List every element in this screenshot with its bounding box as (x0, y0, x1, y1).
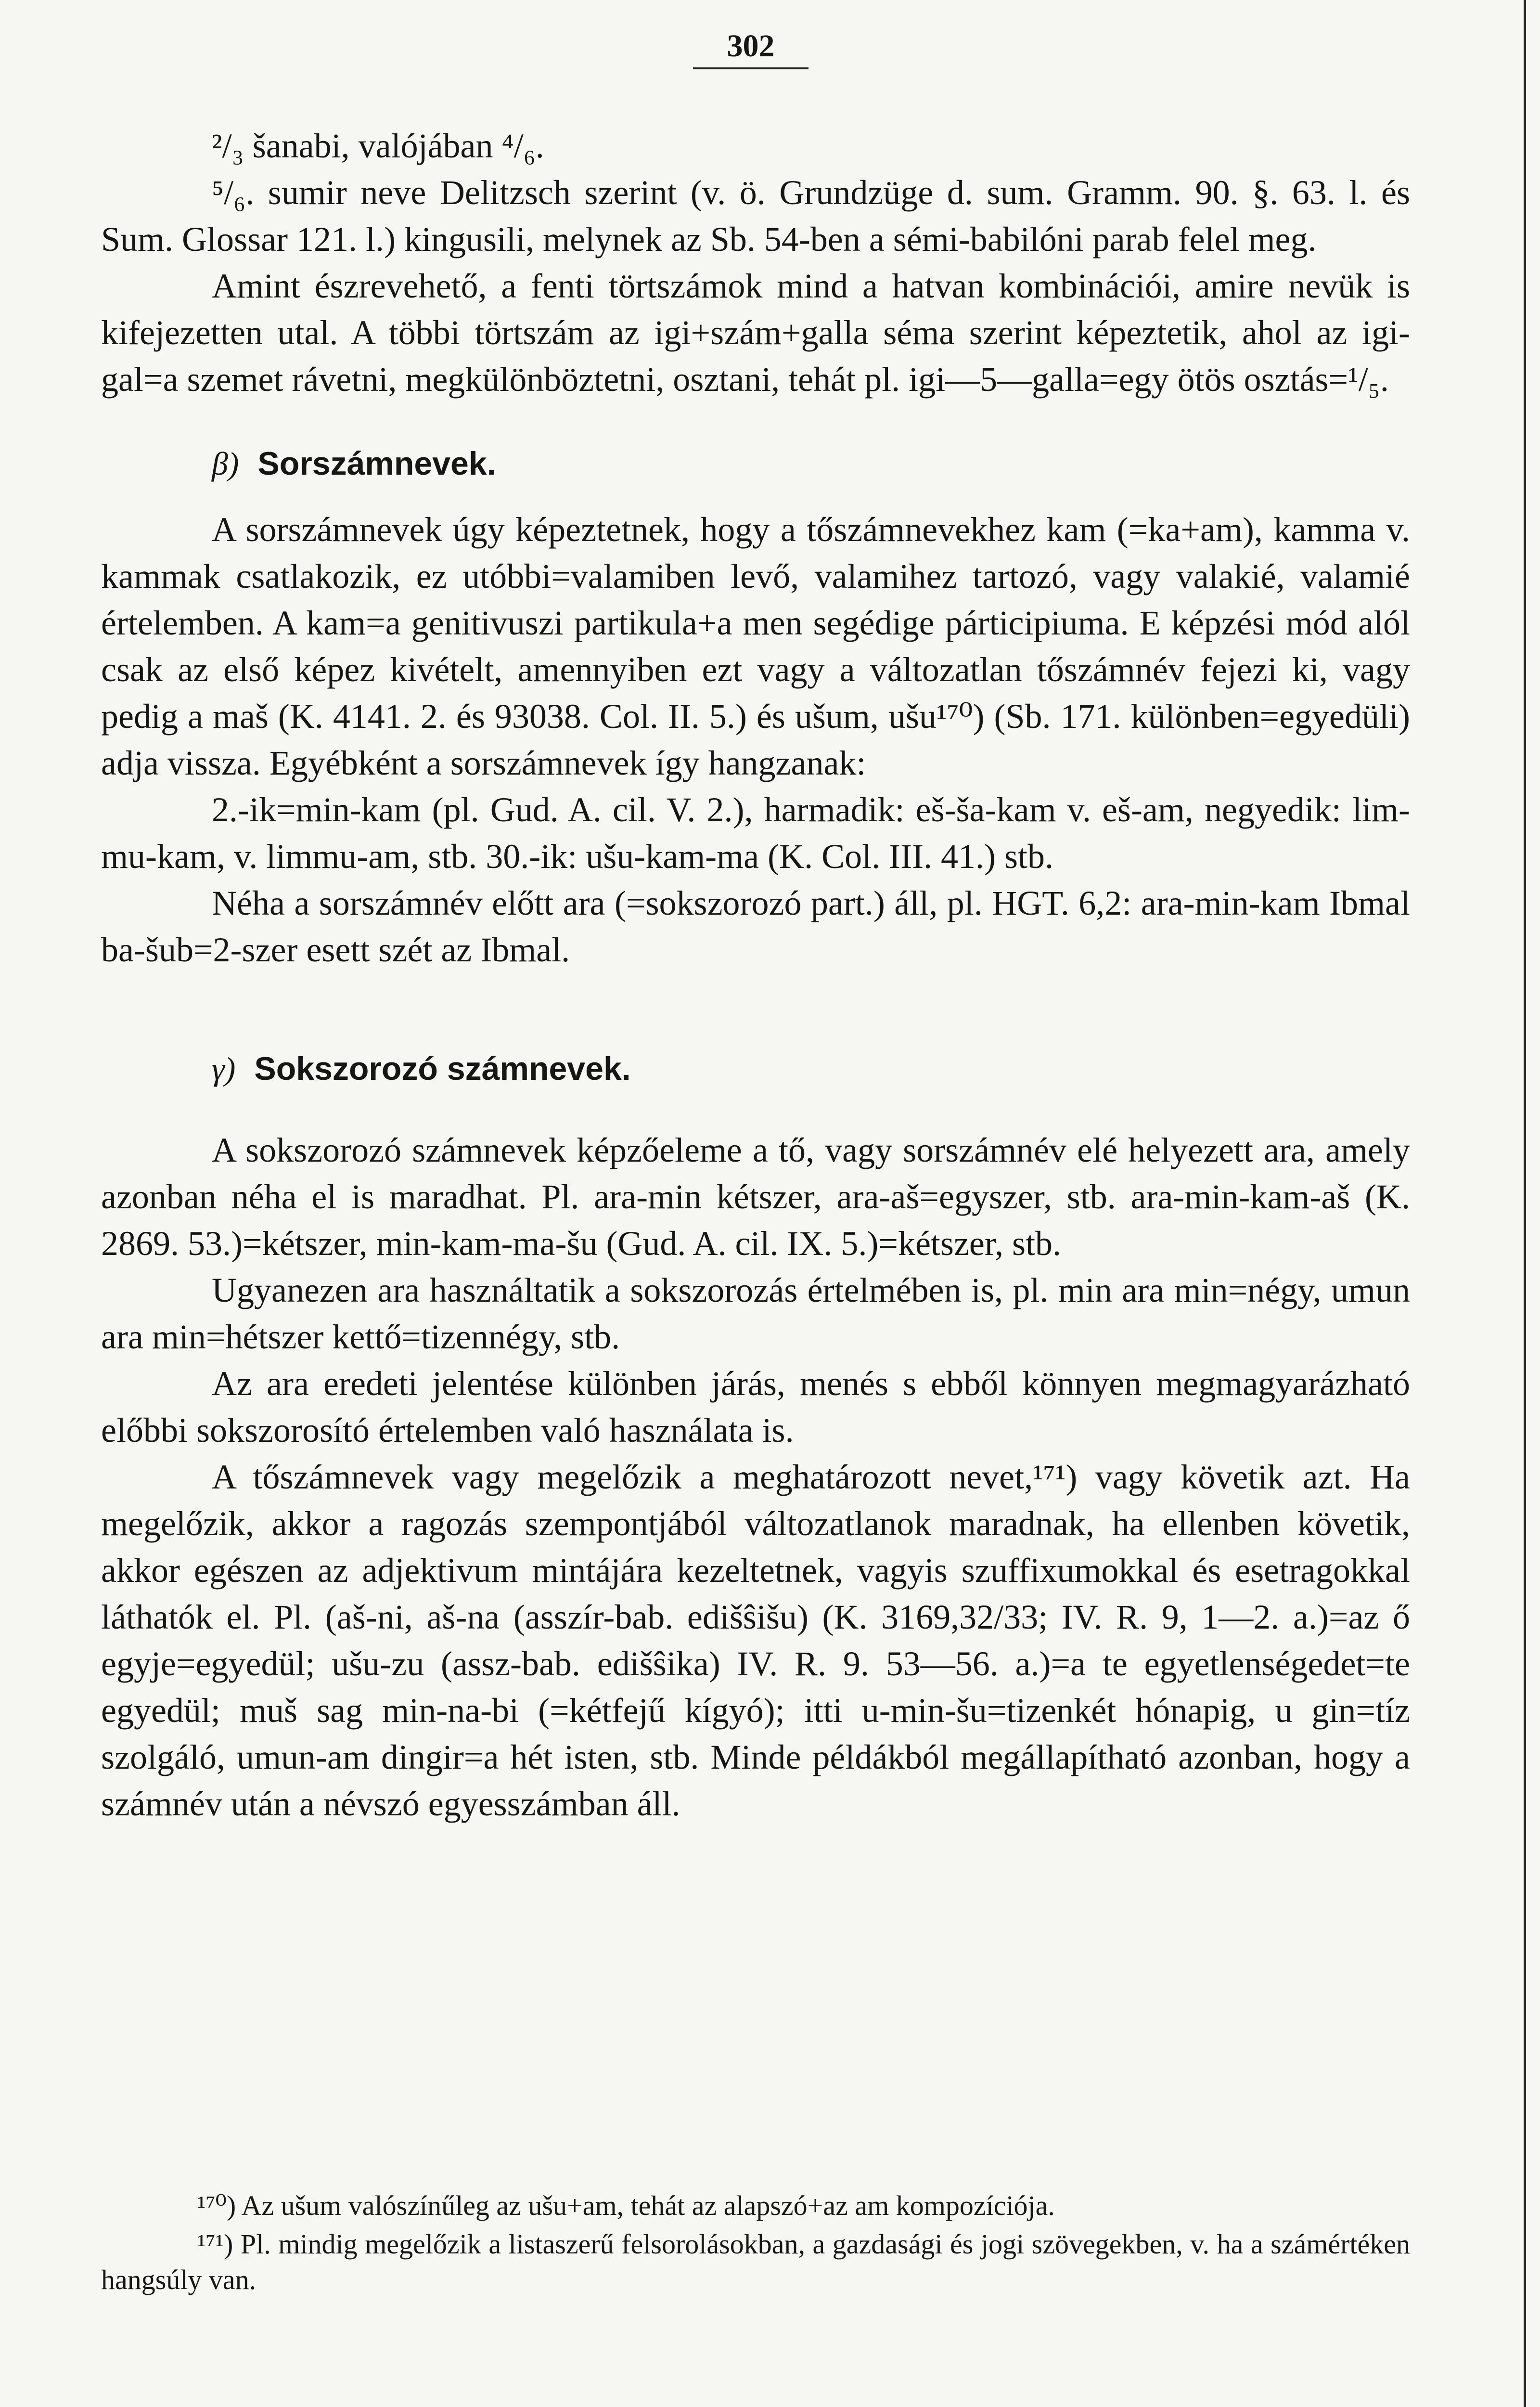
heading-marker-gamma: γ) (212, 1050, 236, 1087)
footnote-171: ¹⁷¹) Pl. mindig megelőzik a listaszerű felsorolásokban, a gazdasági és jogi szövegekben, v. ha a számértéken hangsúly van. (101, 2228, 1410, 2295)
heading-title-beta: Sorszámnevek. (257, 445, 496, 482)
heading-marker-beta: β) (212, 445, 239, 482)
intro-paragraph-2: ⁵/₆. sumir neve Delitzsch szerint (v. ö. Grundzüge d. sum. Gramm. 90. §. 63. l. és Sum. Glossar 121. l.) kingusili, melynek az Sb. 54-ben a sémi-babilóni parab felel meg. (101, 173, 1410, 259)
gamma-paragraph-2: Ugyanezen ara használtatik a sokszorozás értelmében is, pl. min ara min=négy, umun ara min=hétszer kettő=tizennégy, stb. (101, 1271, 1410, 1356)
heading-title-gamma: Sokszorozó számnevek. (254, 1050, 631, 1087)
footnote-170: ¹⁷⁰) Az ušum valószínűleg az ušu+am, tehát az alapszó+az am kompozíciója. (197, 2190, 1055, 2221)
intro-line-1: ²/₃ šanabi, valójában ⁴/₆. (212, 127, 544, 165)
section-heading-sokszorozo (101, 1046, 1410, 1092)
beta-paragraph-3: Néha a sorszámnév előtt ara (=sokszorozó part.) áll, pl. HGT. 6,2: ara-min-kam Ibmal ba-šub=2-szer esett szét az Ibmal. (101, 884, 1410, 969)
page-number: 302 (693, 28, 808, 69)
footnotes (101, 2188, 1410, 2301)
gamma-paragraph-3: Az ara eredeti jelentése különben járás, menés s ebből könnyen megmagyarázható előbbi sokszorosító értelemben való használata is. (101, 1364, 1410, 1449)
section-heading-sorszamnevek (101, 440, 1410, 487)
gamma-paragraph-1: A sokszorozó számnevek képzőeleme a tő, vagy sorszámnév elé helyezett ara, amely azonban néha el is maradhat. Pl. ara-min kétszer, ara-aš=egyszer, stb. ara-min-kam-aš (K. 2869. 53.)=kétszer, min-kam-ma-šu (Gud. A. cil. IX. 5.)=kétszer, stb. (101, 1131, 1410, 1263)
beta-paragraph-1: A sorszámnevek úgy képeztetnek, hogy a tőszámnevekhez kam (=ka+am), kamma v. kammak csatlakozik, ez utóbbi=valamiben levő, valamihez tartozó, vagy valakié, valamié értelemben. A kam=a genitivuszi partikula+a men segédige párticipiuma. E képzési mód alól csak az első képez kivételt, amennyiben ezt vagy a változatlan tőszámnév fejezi ki, vagy pedig a maš (K. 4141. 2. és 93038. Col. II. 5.) és ušum, ušu¹⁷⁰) (Sb. 171. különben=egyedüli) adja vissza. Egyébként a sorszámnevek így hangzanak: (101, 510, 1410, 782)
gamma-paragraph-4: A tőszámnevek vagy megelőzik a meghatározott nevet,¹⁷¹) vagy követik azt. Ha megelőzik, akkor a ragozás szempontjából változatlanok maradnak, ha ellenben követik, akkor egészen az adjektivum mintájára kezeltetnek, vagyis szuffixumokkal és esetragokkal láthatók el. Pl. (aš-ni, aš-na (asszír-bab. edišŝišu) (K. 3169,32/33; IV. R. 9, 1—2. a.)=az ő egyje=egyedül; ušu-zu (assz-bab. edišŝika) IV. R. 9. 53—56. a.)=a te egyetlenségedet=te egyedül; muš sag min-na-bi (=kétfejű kígyó); itti u-min-šu=tizenkét hónapig, u gin=tíz szolgáló, umun-am dingir=a hét isten, stb. Minde példákból megállapítható azonban, hogy a számnév után a névszó egyesszámban áll. (101, 1458, 1410, 1823)
intro-paragraph-3: Amint észrevehető, a fenti törtszámok mind a hatvan kombinációi, amire nevük is kifejezetten utal. A többi törtszám az igi+szám+galla séma szerint képeztetik, ahol az igi-gal=a szemet rávetni, megkülönböztetni, osztani, tehát pl. igi—5—galla=egy ötös osztás=¹/₅. (101, 267, 1410, 399)
beta-paragraph-2: 2.-ik=min-kam (pl. Gud. A. cil. V. 2.), harmadik: eš-ša-kam v. eš-am, negyedik: lim-mu-kam, v. limmu-am, stb. 30.-ik: ušu-kam-ma (K. Col. III. 41.) stb. (101, 790, 1410, 876)
main-text (101, 123, 1410, 1827)
page-edge-line (1524, 0, 1526, 2407)
